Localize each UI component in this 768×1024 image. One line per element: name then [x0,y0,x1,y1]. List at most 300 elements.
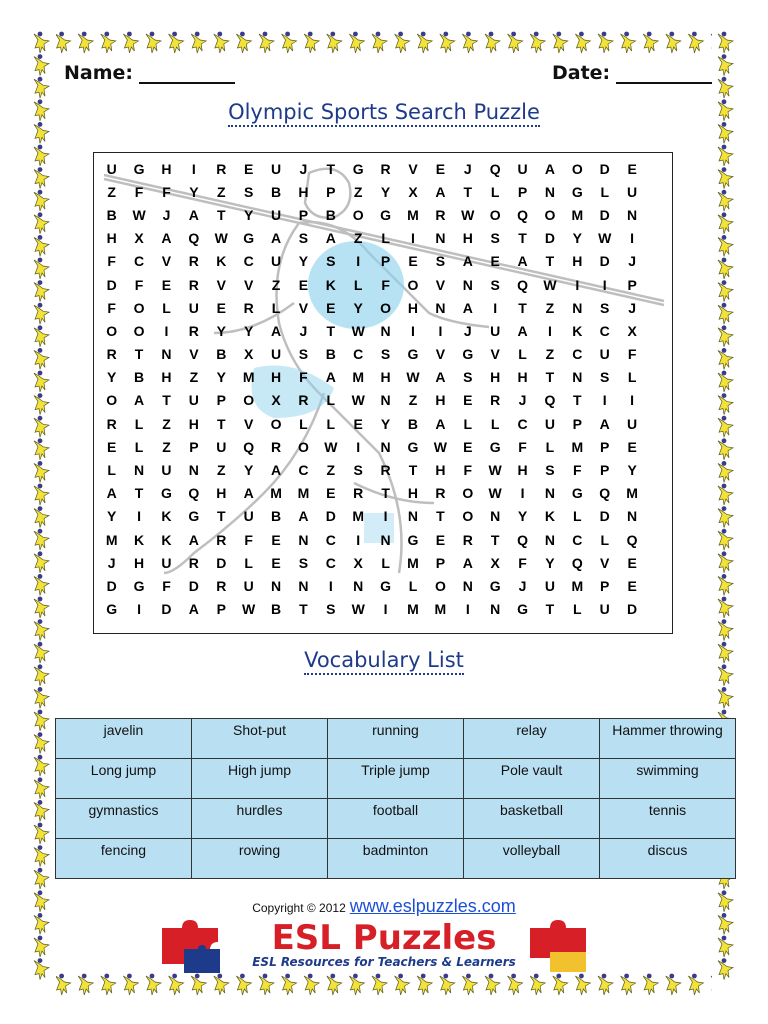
grid-letter[interactable]: J [463,160,472,177]
grid-letter[interactable]: H [298,183,309,200]
grid-letter[interactable]: F [627,346,637,363]
grid-letter[interactable]: X [490,554,500,571]
grid-letter[interactable]: E [353,415,363,432]
grid-letter[interactable]: J [299,322,308,339]
grid-letter[interactable]: M [352,369,365,386]
grid-letter[interactable]: P [298,206,309,223]
grid-letter[interactable]: C [572,531,583,548]
grid-letter[interactable]: L [244,554,253,571]
grid-letter[interactable]: D [599,160,610,177]
grid-letter[interactable]: A [517,322,528,339]
grid-letter[interactable]: A [243,485,254,502]
grid-letter[interactable]: T [545,253,555,270]
grid-letter[interactable]: Q [626,531,638,548]
grid-letter[interactable]: S [298,346,309,363]
grid-letter[interactable]: R [188,554,199,571]
grid-letter[interactable]: T [216,508,226,525]
grid-letter[interactable]: G [571,183,583,200]
grid-letter[interactable]: W [598,230,612,247]
grid-letter[interactable]: T [490,531,500,548]
grid-letter[interactable]: A [325,230,336,247]
grid-letter[interactable]: L [134,415,144,432]
grid-letter[interactable]: R [270,438,282,455]
grid-letter[interactable]: Y [380,415,391,432]
grid-letter[interactable]: A [462,253,473,270]
grid-letter[interactable]: X [353,554,363,571]
grid-letter[interactable]: U [216,438,227,455]
grid-letter[interactable]: G [380,206,392,223]
grid-letter[interactable]: S [298,230,309,247]
grid-letter[interactable]: U [161,554,172,571]
grid-letter[interactable]: Y [107,369,117,386]
grid-letter[interactable]: N [490,508,501,525]
grid-letter[interactable]: Z [408,392,418,409]
grid-letter[interactable]: Z [545,346,555,363]
grid-letter[interactable]: A [435,183,446,200]
grid-letter[interactable]: K [134,531,145,548]
grid-letter[interactable]: S [380,346,391,363]
grid-letter[interactable]: D [599,206,610,223]
grid-letter[interactable]: J [463,322,472,339]
grid-letter[interactable]: I [356,531,361,548]
grid-letter[interactable]: P [572,415,582,432]
grid-letter[interactable]: E [490,253,500,270]
grid-letter[interactable]: A [462,299,473,316]
grid-letter[interactable]: N [134,462,145,479]
grid-letter[interactable]: O [270,415,282,432]
grid-letter[interactable]: A [544,160,555,177]
grid-letter[interactable]: U [243,508,254,525]
grid-letter[interactable]: D [106,577,117,594]
grid-letter[interactable]: O [133,322,145,339]
website-link[interactable]: www.eslpuzzles.com [349,896,516,916]
grid-letter[interactable]: W [488,485,502,502]
grid-letter[interactable]: E [627,438,637,455]
grid-letter[interactable]: Q [517,206,528,223]
grid-letter[interactable]: U [188,299,199,316]
name-field[interactable] [64,62,235,84]
grid-letter[interactable]: I [383,601,388,618]
grid-letter[interactable]: H [572,253,583,270]
grid-letter[interactable]: L [518,346,527,363]
grid-letter[interactable]: R [380,462,391,479]
grid-letter[interactable]: L [545,438,555,455]
grid-letter[interactable]: E [326,299,336,316]
grid-letter[interactable]: Y [380,183,391,200]
grid-letter[interactable]: E [161,276,172,293]
grid-letter[interactable]: V [243,415,254,432]
grid-letter[interactable]: V [161,253,172,270]
grid-letter[interactable]: H [134,554,145,571]
grid-letter[interactable]: T [436,508,445,525]
grid-letter[interactable]: T [573,392,582,409]
grid-letter[interactable]: N [188,462,199,479]
grid-letter[interactable]: U [627,183,638,200]
grid-letter[interactable]: V [435,276,446,293]
grid-letter[interactable]: Z [353,230,363,247]
grid-letter[interactable]: I [602,392,607,409]
grid-letter[interactable]: P [600,577,610,594]
grid-letter[interactable]: J [107,554,116,571]
grid-letter[interactable]: Y [353,299,363,316]
grid-letter[interactable]: W [214,230,228,247]
grid-letter[interactable]: U [627,415,638,432]
grid-letter[interactable]: Q [517,531,528,548]
grid-letter[interactable]: L [408,577,418,594]
grid-letter[interactable]: T [518,230,527,247]
grid-letter[interactable]: U [490,322,501,339]
grid-letter[interactable]: L [600,183,609,200]
grid-letter[interactable]: W [406,369,420,386]
grid-letter[interactable]: M [571,438,584,455]
grid-letter[interactable]: P [517,183,528,200]
grid-letter[interactable]: E [271,531,281,548]
grid-letter[interactable]: Z [107,183,116,200]
grid-letter[interactable]: F [134,183,144,200]
grid-letter[interactable]: G [106,601,118,618]
grid-letter[interactable]: N [380,392,391,409]
grid-letter[interactable]: V [490,346,500,363]
grid-letter[interactable]: C [298,462,309,479]
grid-letter[interactable]: R [462,531,473,548]
grid-letter[interactable]: V [243,276,254,293]
grid-letter[interactable]: A [134,392,145,409]
grid-letter[interactable]: M [270,485,282,502]
grid-letter[interactable]: N [462,577,473,594]
grid-letter[interactable]: T [463,183,473,200]
grid-letter[interactable]: R [216,577,227,594]
grid-letter[interactable]: H [435,462,446,479]
grid-letter[interactable]: O [352,206,364,223]
grid-letter[interactable]: W [324,438,338,455]
grid-letter[interactable]: S [463,369,473,386]
grid-letter[interactable]: T [299,601,308,618]
grid-letter[interactable]: O [106,392,118,409]
grid-letter[interactable]: T [545,601,555,618]
grid-letter[interactable]: T [545,369,555,386]
grid-letter[interactable]: O [106,322,118,339]
grid-letter[interactable]: T [134,346,144,363]
grid-letter[interactable]: N [298,531,309,548]
grid-letter[interactable]: Y [189,183,199,200]
grid-letter[interactable]: O [571,160,583,177]
grid-letter[interactable]: Z [162,415,171,432]
grid-letter[interactable]: V [600,554,610,571]
grid-letter[interactable]: N [627,206,638,223]
grid-letter[interactable]: H [407,299,419,316]
grid-letter[interactable]: Y [545,554,555,571]
grid-letter[interactable]: M [571,206,584,223]
grid-letter[interactable]: D [544,230,555,247]
grid-letter[interactable]: M [407,206,419,223]
grid-letter[interactable]: I [548,322,552,339]
grid-letter[interactable]: V [216,276,226,293]
grid-letter[interactable]: H [435,392,446,409]
grid-letter[interactable]: P [627,276,637,293]
grid-letter[interactable]: X [271,392,281,409]
grid-letter[interactable]: Z [216,183,226,200]
grid-letter[interactable]: F [244,531,253,548]
grid-letter[interactable]: Z [545,299,555,316]
grid-letter[interactable]: L [107,462,116,479]
grid-letter[interactable]: R [216,160,227,177]
grid-letter[interactable]: Y [216,322,226,339]
grid-letter[interactable]: A [435,415,446,432]
grid-letter[interactable]: Z [326,462,336,479]
grid-letter[interactable]: L [627,369,637,386]
grid-letter[interactable]: O [462,485,474,502]
grid-letter[interactable]: J [628,299,637,316]
grid-letter[interactable]: A [188,601,199,618]
grid-letter[interactable]: T [326,160,336,177]
grid-letter[interactable]: T [518,299,527,316]
grid-letter[interactable]: G [407,438,419,455]
grid-letter[interactable]: C [572,346,583,363]
grid-letter[interactable]: R [243,299,254,316]
grid-letter[interactable]: T [381,485,390,502]
grid-letter[interactable]: S [545,462,555,479]
grid-letter[interactable]: L [490,183,500,200]
grid-letter[interactable]: L [134,438,144,455]
grid-letter[interactable]: W [433,438,447,455]
grid-letter[interactable]: W [351,322,365,339]
grid-letter[interactable]: D [599,508,610,525]
grid-letter[interactable]: N [353,577,364,594]
grid-letter[interactable]: O [380,299,392,316]
grid-letter[interactable]: G [517,601,528,618]
grid-letter[interactable]: B [106,206,117,223]
grid-letter[interactable]: A [325,369,336,386]
grid-letter[interactable]: G [489,438,501,455]
grid-letter[interactable]: G [462,346,474,363]
grid-letter[interactable]: H [407,485,419,502]
grid-letter[interactable]: T [216,415,226,432]
grid-letter[interactable]: E [107,438,117,455]
grid-letter[interactable]: H [188,415,199,432]
grid-letter[interactable]: E [216,299,226,316]
grid-letter[interactable]: I [328,577,333,594]
grid-letter[interactable]: J [162,206,171,223]
grid-letter[interactable]: D [216,554,227,571]
grid-letter[interactable]: I [383,508,388,525]
grid-letter[interactable]: G [243,230,255,247]
grid-letter[interactable]: B [407,415,419,432]
grid-letter[interactable]: I [137,508,142,525]
grid-letter[interactable]: Y [243,322,254,339]
grid-letter[interactable]: D [599,253,610,270]
grid-letter[interactable]: R [106,415,117,432]
grid-letter[interactable]: X [134,230,144,247]
grid-letter[interactable]: Z [353,183,363,200]
grid-letter[interactable]: B [270,601,282,618]
grid-letter[interactable]: E [627,554,637,571]
grid-letter[interactable]: P [216,392,226,409]
grid-letter[interactable]: L [381,230,390,247]
grid-letter[interactable]: U [599,346,610,363]
grid-letter[interactable]: G [407,346,419,363]
grid-letter[interactable]: G [161,485,172,502]
grid-letter[interactable]: M [434,601,447,618]
grid-letter[interactable]: N [627,508,638,525]
grid-letter[interactable]: A [270,462,282,479]
grid-letter[interactable]: E [435,531,446,548]
grid-letter[interactable]: A [106,485,117,502]
grid-letter[interactable]: F [518,438,527,455]
grid-letter[interactable]: B [270,508,282,525]
grid-letter[interactable]: B [325,346,336,363]
grid-letter[interactable]: C [517,415,528,432]
grid-letter[interactable]: P [435,554,446,571]
grid-letter[interactable]: R [490,392,501,409]
grid-letter[interactable]: N [544,485,555,502]
grid-letter[interactable]: H [462,230,473,247]
grid-letter[interactable]: N [380,531,391,548]
grid-letter[interactable]: Y [572,230,582,247]
grid-letter[interactable]: S [353,462,363,479]
grid-letter[interactable]: B [216,346,227,363]
grid-letter[interactable]: H [161,160,172,177]
grid-letter[interactable]: C [325,531,336,548]
grid-letter[interactable]: L [353,276,363,293]
grid-letter[interactable]: V [435,346,446,363]
grid-letter[interactable]: J [518,392,527,409]
grid-letter[interactable]: Q [188,230,200,247]
grid-letter[interactable]: I [137,601,142,618]
grid-letter[interactable]: O [133,299,145,316]
grid-letter[interactable]: E [463,438,473,455]
grid-letter[interactable]: L [573,508,582,525]
date-field[interactable] [552,62,712,84]
grid-letter[interactable]: T [134,485,144,502]
grid-letter[interactable]: K [161,508,172,525]
grid-letter[interactable]: F [162,183,171,200]
grid-letter[interactable]: U [188,392,199,409]
grid-letter[interactable]: U [270,160,282,177]
grid-letter[interactable]: H [490,369,501,386]
grid-letter[interactable]: N [161,346,172,363]
grid-letter[interactable]: F [134,276,144,293]
grid-letter[interactable]: N [380,322,391,339]
grid-letter[interactable]: J [299,160,308,177]
grid-letter[interactable]: R [188,322,199,339]
grid-letter[interactable]: B [134,369,145,386]
grid-letter[interactable]: E [408,253,418,270]
grid-letter[interactable]: G [407,531,419,548]
grid-letter[interactable]: P [216,601,226,618]
grid-letter[interactable]: Y [107,508,117,525]
grid-letter[interactable]: F [107,253,116,270]
grid-letter[interactable]: F [573,462,582,479]
grid-letter[interactable]: G [380,577,392,594]
grid-letter[interactable]: R [435,485,446,502]
grid-letter[interactable]: R [188,253,199,270]
grid-letter[interactable]: L [600,531,609,548]
grid-letter[interactable]: U [106,160,117,177]
grid-letter[interactable]: H [106,230,117,247]
grid-letter[interactable]: V [408,160,418,177]
grid-letter[interactable]: M [352,508,365,525]
grid-letter[interactable]: L [381,554,390,571]
grid-letter[interactable]: R [380,160,391,177]
grid-letter[interactable]: N [572,369,583,386]
grid-letter[interactable]: K [544,508,555,525]
grid-letter[interactable]: F [299,369,308,386]
grid-letter[interactable]: U [243,577,254,594]
grid-letter[interactable]: A [298,508,309,525]
grid-letter[interactable]: N [298,577,309,594]
grid-letter[interactable]: J [628,253,637,270]
grid-letter[interactable]: H [517,462,528,479]
grid-letter[interactable]: U [599,601,610,618]
grid-letter[interactable]: N [544,183,555,200]
grid-letter[interactable]: T [216,206,226,223]
grid-letter[interactable]: G [133,160,145,177]
grid-letter[interactable]: L [490,415,500,432]
grid-letter[interactable]: Q [544,392,556,409]
grid-letter[interactable]: O [243,392,255,409]
grid-letter[interactable]: O [297,438,309,455]
grid-letter[interactable]: D [106,276,117,293]
grid-letter[interactable]: N [544,531,555,548]
grid-letter[interactable]: K [216,253,227,270]
grid-letter[interactable]: S [490,230,500,247]
grid-letter[interactable]: Y [517,508,528,525]
grid-letter[interactable]: M [297,485,310,502]
grid-letter[interactable]: F [107,299,116,316]
grid-letter[interactable]: L [162,299,171,316]
grid-letter[interactable]: N [270,577,282,594]
grid-letter[interactable]: B [270,183,282,200]
grid-letter[interactable]: Y [627,462,637,479]
grid-letter[interactable]: M [242,369,255,386]
grid-letter[interactable]: P [600,438,610,455]
grid-letter[interactable]: I [164,322,169,339]
grid-letter[interactable]: Y [298,253,309,270]
grid-letter[interactable]: N [435,230,446,247]
grid-letter[interactable]: U [270,206,282,223]
grid-letter[interactable]: P [326,183,336,200]
grid-letter[interactable]: S [600,369,610,386]
grid-letter[interactable]: F [381,276,390,293]
grid-letter[interactable]: A [270,322,282,339]
grid-letter[interactable]: T [408,462,418,479]
grid-letter[interactable]: E [627,160,637,177]
grid-letter[interactable]: K [325,276,336,293]
grid-letter[interactable]: I [465,601,470,618]
grid-letter[interactable]: H [161,369,172,386]
grid-letter[interactable]: N [462,276,473,293]
grid-letter[interactable]: N [407,508,419,525]
grid-letter[interactable]: Q [599,485,611,502]
grid-letter[interactable]: W [351,392,365,409]
grid-letter[interactable]: I [356,438,361,455]
grid-letter[interactable]: K [572,322,583,339]
grid-letter[interactable]: W [488,462,502,479]
grid-letter[interactable]: R [298,392,309,409]
grid-letter[interactable]: U [517,160,528,177]
grid-letter[interactable]: F [518,554,527,571]
date-blank[interactable] [616,64,712,84]
grid-letter[interactable]: A [161,230,172,247]
grid-letter[interactable]: L [326,392,336,409]
grid-letter[interactable]: A [599,415,610,432]
grid-letter[interactable]: X [408,183,418,200]
grid-letter[interactable]: F [463,462,473,479]
grid-letter[interactable]: S [490,276,500,293]
grid-letter[interactable]: P [380,253,391,270]
grid-letter[interactable]: S [435,253,446,270]
grid-letter[interactable]: E [271,554,281,571]
